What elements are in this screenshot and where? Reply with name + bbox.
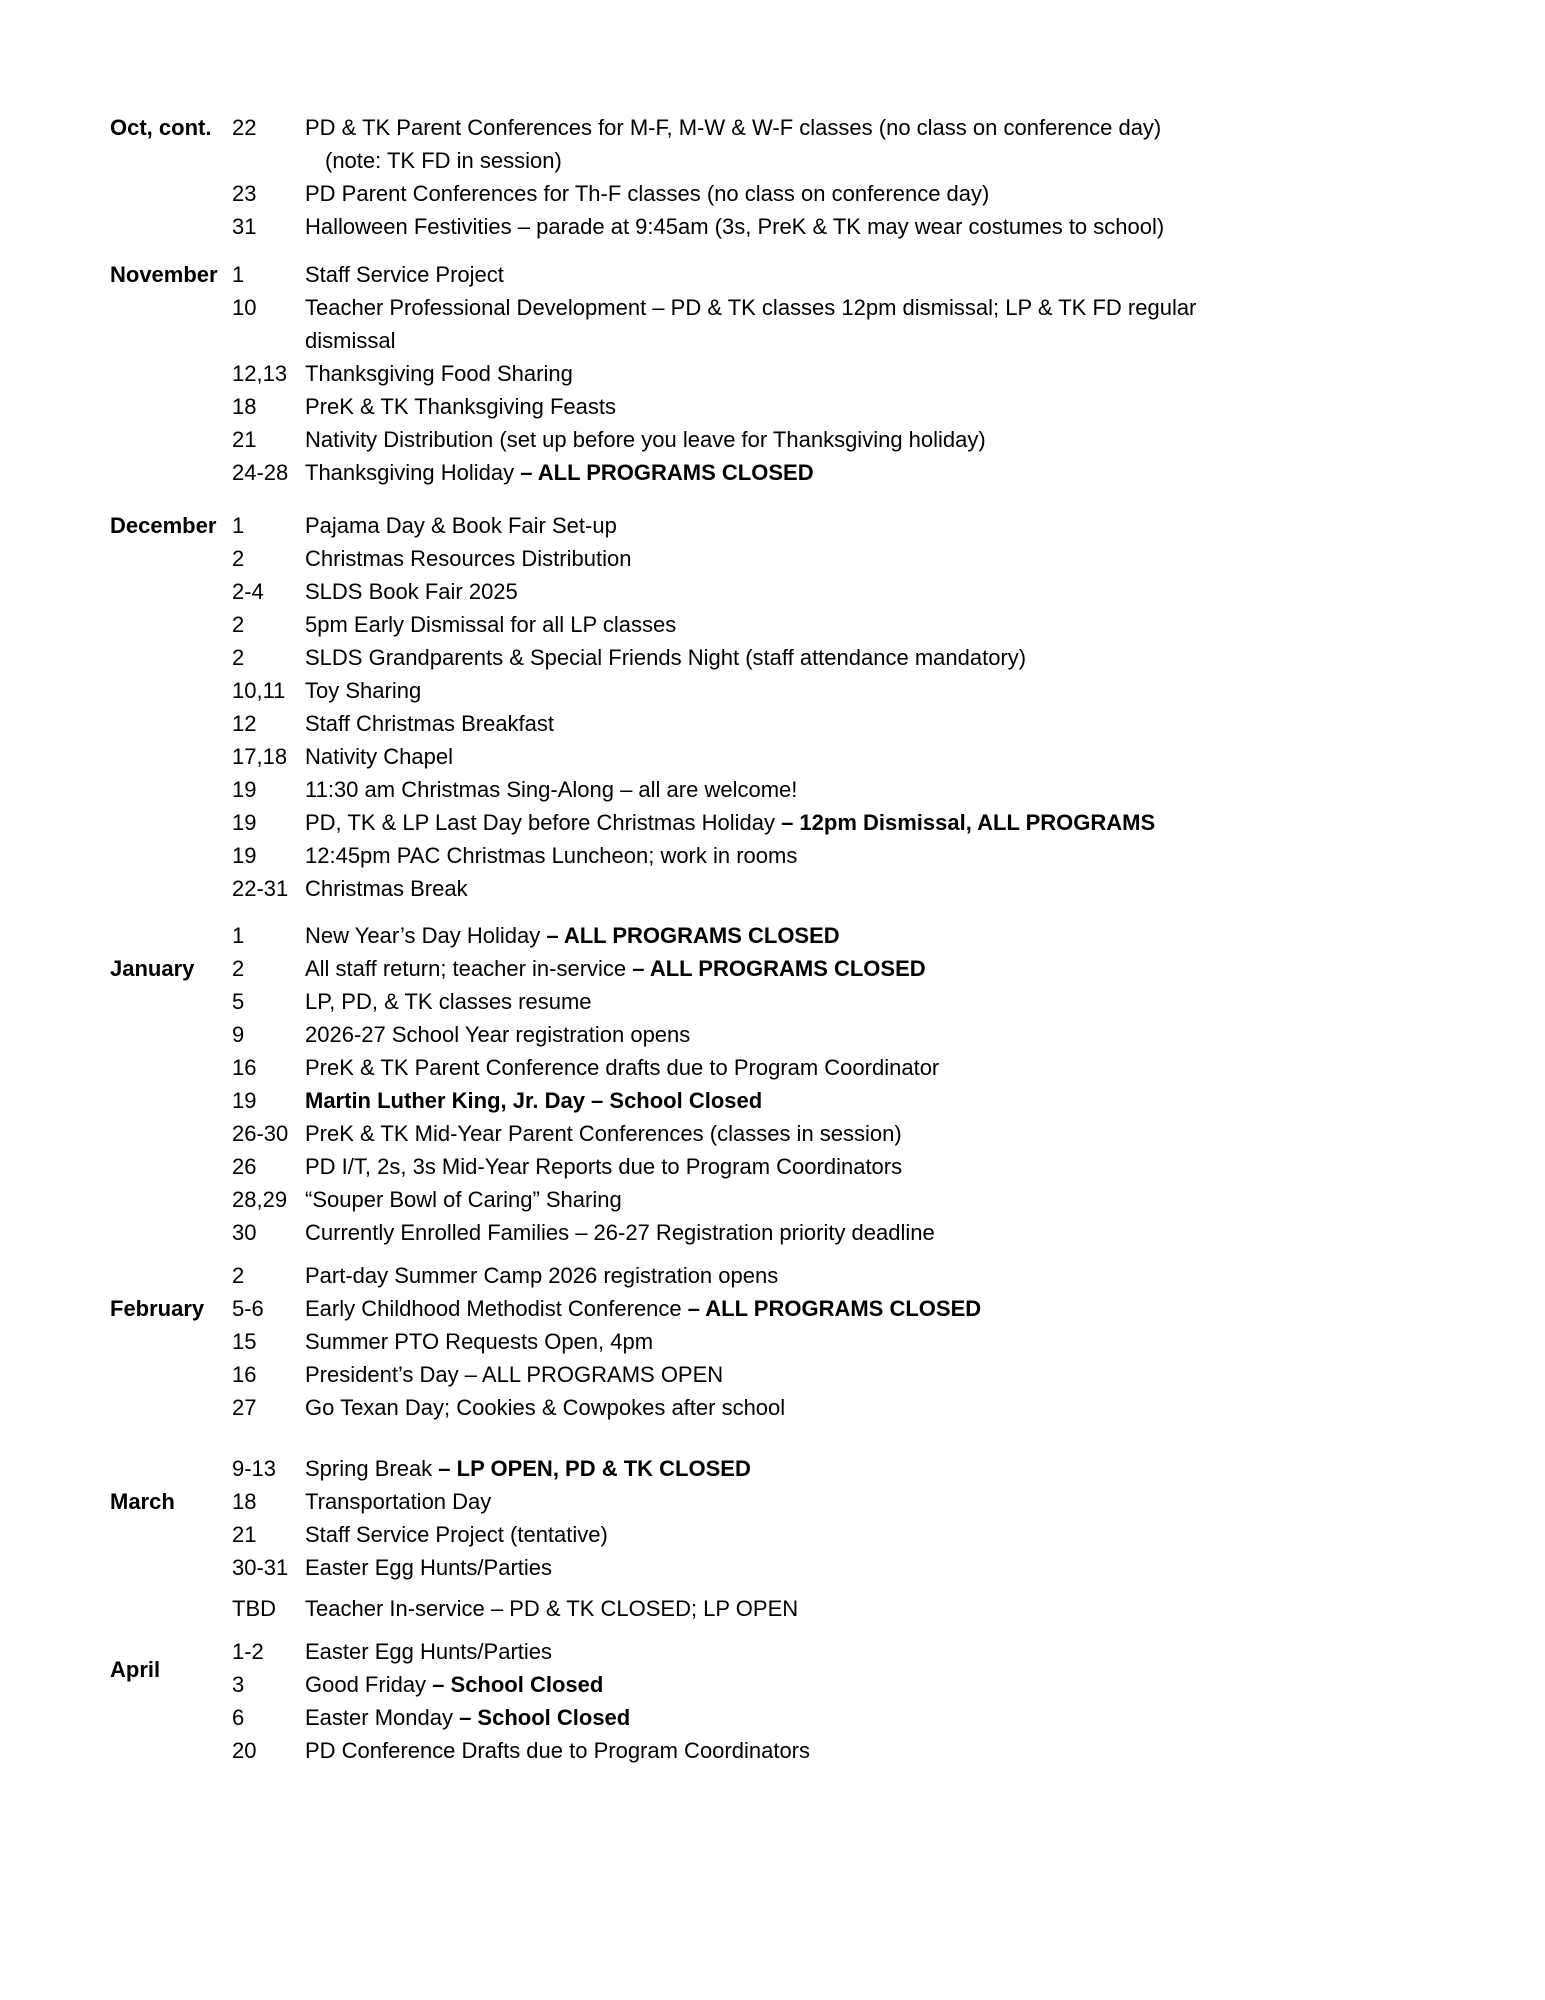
event-date: 23 — [232, 181, 257, 206]
event-description: “Souper Bowl of Caring” Sharing — [305, 1187, 622, 1212]
event-date: 1 — [232, 513, 245, 538]
event-description: Halloween Festivities – parade at 9:45am (3s, PreK & TK may wear costumes to school) — [305, 214, 1165, 239]
event-description: SLDS Grandparents & Special Friends Night (staff attendance mandatory) — [305, 645, 1027, 670]
event-description: PD & TK Parent Conferences for M-F, M-W & W-F classes (no class on conference day) (note: TK FD in session) — [305, 111, 1395, 177]
event-row — [232, 1018, 1395, 1051]
event-description: SLDS Book Fair 2025 — [305, 579, 518, 604]
month-section — [110, 509, 1395, 905]
event-date: 12 — [232, 711, 257, 736]
event-row — [232, 390, 1395, 423]
event-date: 30 — [232, 1220, 257, 1245]
month-label: Oct, cont. — [110, 115, 212, 140]
event-date: 2 — [232, 645, 245, 670]
event-description: Thanksgiving Food Sharing — [305, 361, 573, 386]
event-description: Early Childhood Methodist Conference – ALL PROGRAMS CLOSED — [305, 1296, 982, 1321]
event-date: 28,29 — [232, 1187, 288, 1212]
event-row — [232, 1292, 1395, 1325]
event-note: dismissal — [305, 328, 396, 353]
event-description: Currently Enrolled Families – 26-27 Registration priority deadline — [305, 1220, 935, 1245]
event-row — [232, 423, 1395, 456]
event-date: 22 — [232, 115, 257, 140]
event-row — [232, 210, 1395, 243]
event-date: 12,13 — [232, 361, 288, 386]
event-date: 19 — [232, 810, 257, 835]
event-description: Nativity Distribution (set up before you leave for Thanksgiving holiday) — [305, 427, 986, 452]
event-row — [232, 542, 1395, 575]
month-section — [110, 919, 1395, 1249]
event-description: Easter Egg Hunts/Parties — [305, 1555, 553, 1580]
event-description: Good Friday – School Closed — [305, 1672, 604, 1697]
calendar — [110, 111, 1395, 1767]
event-date: 19 — [232, 777, 257, 802]
month-label: January — [110, 956, 195, 981]
event-description: PD Conference Drafts due to Program Coordinators — [305, 1738, 811, 1763]
event-row — [232, 608, 1395, 641]
event-description: Teacher In-service – PD & TK CLOSED; LP OPEN — [305, 1596, 799, 1621]
event-date: 16 — [232, 1362, 257, 1387]
event-date: 10 — [232, 295, 257, 320]
event-description: PD Parent Conferences for Th-F classes (no class on conference day) — [305, 181, 990, 206]
event-description: New Year’s Day Holiday – ALL PROGRAMS CLOSED — [305, 923, 840, 948]
event-date: 18 — [232, 394, 257, 419]
event-description: Christmas Resources Distribution — [305, 546, 632, 571]
event-date: 31 — [232, 214, 257, 239]
event-description: Go Texan Day; Cookies & Cowpokes after school — [305, 1395, 786, 1420]
event-description: Toy Sharing — [305, 678, 422, 703]
event-description: Transportation Day — [305, 1489, 492, 1514]
event-description: Thanksgiving Holiday – ALL PROGRAMS CLOSED — [305, 460, 814, 485]
event-description: LP, PD, & TK classes resume — [305, 989, 592, 1014]
month-section — [110, 258, 1395, 489]
event-date: 22-31 — [232, 876, 289, 901]
event-row — [232, 1668, 1395, 1701]
event-date: 2 — [232, 546, 245, 571]
event-description: PreK & TK Mid-Year Parent Conferences (classes in session) — [305, 1121, 902, 1146]
event-date: 1 — [232, 262, 245, 287]
month-label: April — [110, 1657, 161, 1682]
event-row — [232, 1150, 1395, 1183]
event-date: 2 — [232, 1263, 245, 1288]
event-date: 19 — [232, 843, 257, 868]
event-description: PD I/T, 2s, 3s Mid-Year Reports due to Program Coordinators — [305, 1154, 903, 1179]
event-description: Spring Break – LP OPEN, PD & TK CLOSED — [305, 1456, 751, 1481]
month-section — [110, 1259, 1395, 1424]
month-section — [110, 1452, 1395, 1625]
event-date: 19 — [232, 1088, 257, 1113]
event-date: 21 — [232, 1522, 257, 1547]
event-description: PreK & TK Thanksgiving Feasts — [305, 394, 616, 419]
event-date: 26 — [232, 1154, 257, 1179]
event-row — [232, 872, 1395, 905]
event-row — [232, 919, 1395, 952]
event-date: 26-30 — [232, 1121, 289, 1146]
event-row — [232, 740, 1395, 773]
event-row — [232, 291, 1395, 357]
event-date: 1-2 — [232, 1639, 264, 1664]
event-date: 5-6 — [232, 1296, 264, 1321]
event-description: 2026-27 School Year registration opens — [305, 1022, 691, 1047]
event-date: 3 — [232, 1672, 245, 1697]
event-description: Staff Service Project (tentative) — [305, 1522, 608, 1547]
event-date: 6 — [232, 1705, 245, 1730]
event-row — [232, 1635, 1395, 1668]
event-row — [232, 509, 1395, 542]
event-date: 24-28 — [232, 460, 289, 485]
event-description: Martin Luther King, Jr. Day – School Closed — [305, 1088, 763, 1113]
event-row — [232, 177, 1395, 210]
event-description: Christmas Break — [305, 876, 468, 901]
event-row — [232, 1183, 1395, 1216]
event-description: Staff Service Project — [305, 262, 504, 287]
month-label: December — [110, 513, 217, 538]
event-description: All staff return; teacher in-service – ALL PROGRAMS CLOSED — [305, 956, 926, 981]
event-row — [232, 1592, 1395, 1625]
event-date: 20 — [232, 1738, 257, 1763]
event-row — [232, 1084, 1395, 1117]
event-description: Pajama Day & Book Fair Set-up — [305, 513, 617, 538]
event-description: Easter Monday – School Closed — [305, 1705, 631, 1730]
event-row — [232, 1051, 1395, 1084]
event-description: 11:30 am Christmas Sing-Along – all are welcome! — [305, 777, 798, 802]
event-date: 5 — [232, 989, 245, 1014]
event-row — [232, 1117, 1395, 1150]
month-label: March — [110, 1489, 175, 1514]
event-date: 2 — [232, 612, 245, 637]
event-description: Easter Egg Hunts/Parties — [305, 1639, 553, 1664]
event-description: PreK & TK Parent Conference drafts due to Program Coordinator — [305, 1055, 940, 1080]
event-row — [232, 1325, 1395, 1358]
event-date: 30-31 — [232, 1555, 289, 1580]
event-date: 16 — [232, 1055, 257, 1080]
event-row — [232, 773, 1395, 806]
event-date: 9 — [232, 1022, 245, 1047]
event-description: Teacher Professional Development – PD & TK classes 12pm dismissal; LP & TK FD regular dismissal — [305, 291, 1395, 357]
event-row — [232, 1734, 1395, 1767]
event-row — [232, 839, 1395, 872]
event-row — [232, 1216, 1395, 1249]
event-date: 17,18 — [232, 744, 288, 769]
event-row — [232, 575, 1395, 608]
event-row — [232, 674, 1395, 707]
event-date: 2 — [232, 956, 245, 981]
event-row — [232, 985, 1395, 1018]
event-date: 10,11 — [232, 678, 286, 703]
event-row — [232, 806, 1395, 839]
event-description: President’s Day – ALL PROGRAMS OPEN — [305, 1362, 724, 1387]
event-description: Part-day Summer Camp 2026 registration opens — [305, 1263, 779, 1288]
event-date: 2-4 — [232, 579, 264, 604]
event-row — [232, 1701, 1395, 1734]
event-description: PD, TK & LP Last Day before Christmas Holiday – 12pm Dismissal, ALL PROGRAMS — [305, 810, 1156, 835]
event-date: 15 — [232, 1329, 257, 1354]
event-row — [232, 1452, 1395, 1485]
event-note: (note: TK FD in session) — [325, 148, 562, 173]
event-date: TBD — [232, 1596, 276, 1621]
event-row — [232, 111, 1395, 177]
month-section — [110, 1635, 1395, 1767]
event-date: 18 — [232, 1489, 257, 1514]
event-description: Summer PTO Requests Open, 4pm — [305, 1329, 654, 1354]
event-row — [232, 707, 1395, 740]
event-date: 1 — [232, 923, 245, 948]
event-row — [232, 456, 1395, 489]
event-row — [232, 1518, 1395, 1551]
event-description: 5pm Early Dismissal for all LP classes — [305, 612, 677, 637]
event-date: 9-13 — [232, 1456, 277, 1481]
event-row — [232, 952, 1395, 985]
event-row — [232, 357, 1395, 390]
month-label: November — [110, 262, 218, 287]
event-row — [232, 1391, 1395, 1424]
event-row — [232, 1485, 1395, 1518]
event-row — [232, 641, 1395, 674]
event-row — [232, 258, 1395, 291]
event-row — [232, 1259, 1395, 1292]
event-date: 21 — [232, 427, 257, 452]
month-label: February — [110, 1296, 205, 1321]
event-row — [232, 1551, 1395, 1584]
month-section — [110, 111, 1395, 243]
event-description: Nativity Chapel — [305, 744, 453, 769]
event-description: Staff Christmas Breakfast — [305, 711, 555, 736]
event-date: 27 — [232, 1395, 257, 1420]
event-row — [232, 1358, 1395, 1391]
event-description: 12:45pm PAC Christmas Luncheon; work in rooms — [305, 843, 798, 868]
